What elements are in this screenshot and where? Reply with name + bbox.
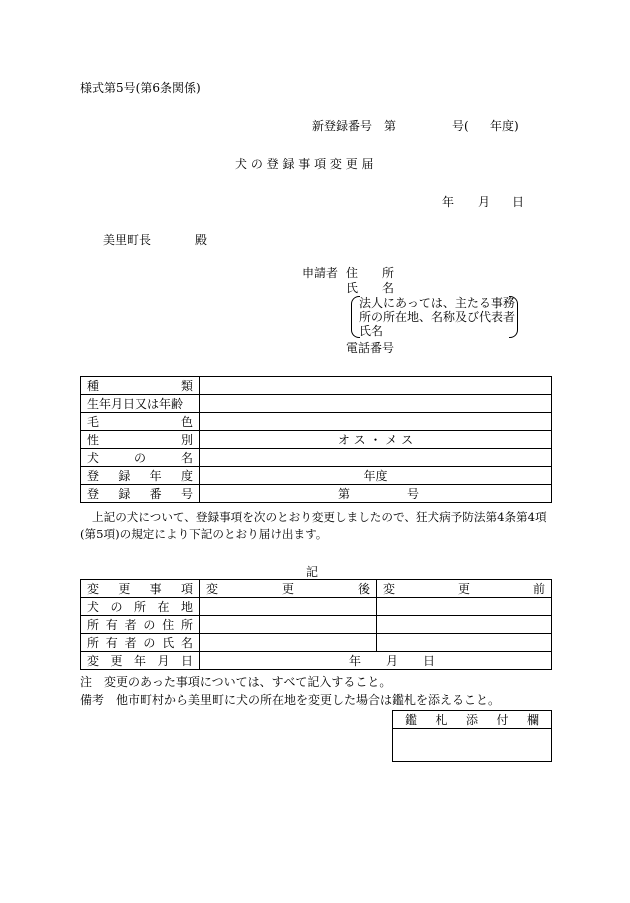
- change-date-field[interactable]: [200, 652, 552, 670]
- form-number: 様式第5号(第6条関係): [80, 81, 201, 95]
- reg-number-prefix: 第: [338, 486, 351, 501]
- header-after-label: 変 更 後: [206, 581, 370, 596]
- header-after: [200, 580, 377, 598]
- owner-name-before-field[interactable]: [377, 634, 552, 652]
- row-label: [81, 377, 200, 395]
- row-label-owner-name: 所 有 者 の 氏 名: [87, 635, 193, 650]
- corp-note-line2: 所の所在地、名称及び代表者: [359, 310, 516, 324]
- table-row: [81, 485, 552, 503]
- kind-field[interactable]: [200, 377, 552, 395]
- ki-label: 記: [306, 565, 319, 579]
- applicant-phone-label: 電話番号: [346, 341, 395, 355]
- sex-field[interactable]: オ ス ・ メ ス: [200, 431, 552, 449]
- row-label-color: 毛 色: [87, 414, 193, 429]
- row-label: [81, 652, 200, 670]
- row-label: [81, 449, 200, 467]
- table-row: [81, 467, 552, 485]
- date-year-label: 年: [442, 195, 455, 209]
- row-label: [81, 431, 200, 449]
- row-label-birth: 生年月日又は年齢: [81, 395, 200, 413]
- body-text-line2: (第5項)の規定により下記のとおり届け出ます。: [80, 527, 328, 541]
- note-text: 注 変更のあった事項については、すべて記入すること。: [80, 675, 392, 689]
- dog-location-after-field[interactable]: [200, 598, 377, 616]
- date-day-label: 日: [512, 195, 525, 209]
- header-item-label: 変 更 事 項: [87, 581, 193, 596]
- tag-box-label: 鑑 札 添 付 欄: [405, 712, 539, 727]
- addressee-honorific: 殿: [195, 233, 208, 247]
- row-label-dog-location: 犬 の 所 在 地: [87, 599, 193, 614]
- row-label: [81, 413, 200, 431]
- row-label: [81, 616, 200, 634]
- header-item: [81, 580, 200, 598]
- tag-attach-area[interactable]: [393, 729, 552, 762]
- table-row: [81, 431, 552, 449]
- table-row: [81, 616, 552, 634]
- change-table: [80, 579, 552, 670]
- table-row: [81, 634, 552, 652]
- birth-field[interactable]: [200, 395, 552, 413]
- applicant-label: 申請者: [302, 266, 339, 280]
- table-header-row: [81, 580, 552, 598]
- table-row: [81, 395, 552, 413]
- owner-address-before-field[interactable]: [377, 616, 552, 634]
- dog-info-table: [80, 376, 552, 503]
- table-row: [81, 652, 552, 670]
- applicant-name-label: 氏 名: [346, 281, 395, 295]
- table-row: [81, 413, 552, 431]
- row-label-owner-address: 所 有 者 の 住 所: [87, 617, 193, 632]
- tag-box-body-row: [393, 729, 552, 762]
- reg-number-field[interactable]: [200, 485, 552, 503]
- row-label: [81, 467, 200, 485]
- addressee-name: 美里町長: [103, 233, 152, 247]
- header-before: [377, 580, 552, 598]
- color-field[interactable]: [200, 413, 552, 431]
- registration-number-label: 新登録番号 第: [312, 119, 397, 133]
- table-row: [81, 449, 552, 467]
- tag-box: [392, 710, 552, 762]
- reg-year-field[interactable]: 年度: [200, 467, 552, 485]
- applicant-address-label: 住 所: [346, 266, 395, 280]
- change-date-year: 年: [349, 653, 362, 668]
- owner-name-after-field[interactable]: [200, 634, 377, 652]
- row-label-reg-number: 登 録 番 号: [87, 486, 193, 501]
- corp-note-line3: 氏名: [359, 324, 384, 338]
- dog-location-before-field[interactable]: [377, 598, 552, 616]
- row-label-dog-name: 犬 の 名: [87, 450, 193, 465]
- remark-text: 備考 他市町村から美里町に犬の所在地を変更した場合は鑑札を添えること。: [80, 693, 501, 707]
- owner-address-after-field[interactable]: [200, 616, 377, 634]
- row-label: [81, 485, 200, 503]
- row-label-change-date: 変 更 年 月 日: [87, 653, 193, 668]
- row-label: [81, 598, 200, 616]
- date-month-label: 月: [478, 195, 491, 209]
- row-label-kind: 種 類: [87, 378, 193, 393]
- corp-note-line1: 法人にあっては、主たる事務: [359, 296, 515, 310]
- header-before-label: 変 更 前: [383, 581, 545, 596]
- registration-go-label: 号(: [452, 119, 469, 133]
- tag-box-header: [393, 711, 552, 729]
- body-text-line1: 上記の犬について、登録事項を次のとおり変更しましたので、狂犬病予防法第4条第4項: [92, 510, 547, 524]
- change-date-day: 日: [423, 653, 436, 668]
- row-label-sex: 性 別: [87, 432, 193, 447]
- dog-name-field[interactable]: [200, 449, 552, 467]
- table-row: [81, 377, 552, 395]
- row-label-reg-year: 登 録 年 度: [87, 468, 193, 483]
- change-date-month: 月: [386, 653, 399, 668]
- reg-number-suffix: 号: [407, 486, 420, 501]
- row-label: [81, 634, 200, 652]
- tag-box-header-row: [393, 711, 552, 729]
- document-title: 犬 の 登 録 事 項 変 更 届: [235, 157, 374, 171]
- registration-year-label: 年度): [490, 119, 519, 133]
- table-row: [81, 598, 552, 616]
